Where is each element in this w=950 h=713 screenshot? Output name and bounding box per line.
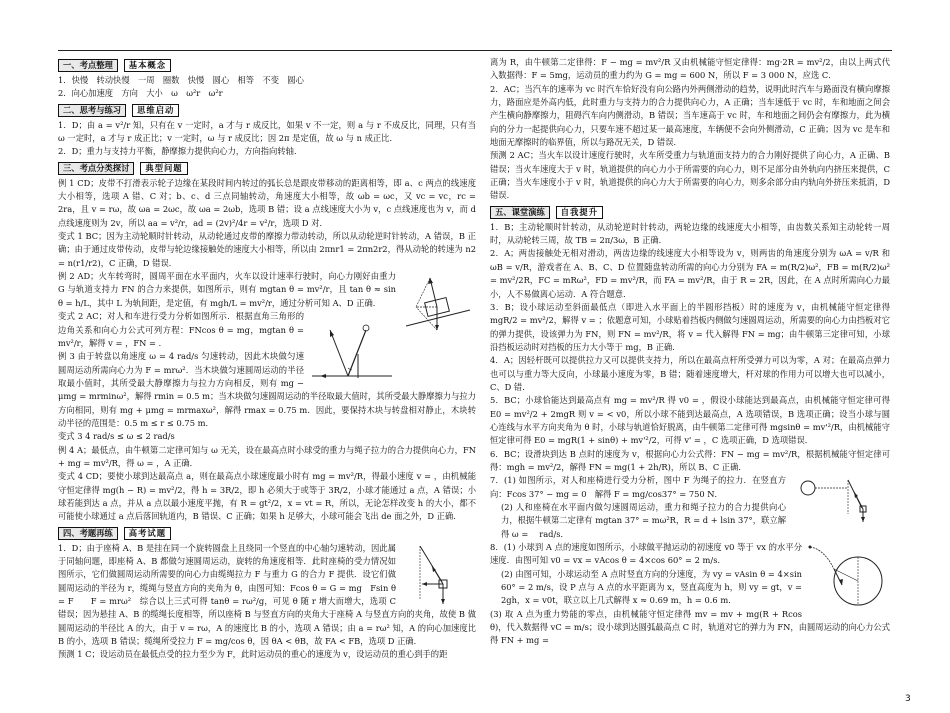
answer-paragraph: 7．(1) 如图所示，对人和座椅进行受力分析，图中 F 为绳子的拉力．在竖直方向：Fcos 37° − mg = 0 解得 F = mg/cos37° = 750 N． — [490, 475, 786, 499]
answer-paragraph: 例 4 A；最低点，由牛顿第二定律可知与 ω 无关，设在最高点时小球受的重力与绳子拉力的合力提供向心力，FN + mg = mv²/R，得 ω = ，A 正确． — [58, 444, 476, 468]
section-heading-1 — [58, 59, 476, 72]
turning-rider-diagram — [308, 310, 396, 382]
answer-paragraph: (2) 人和座椅在水平面内做匀速圆周运动，重力和绳子拉力的合力提供向心力，根据牛顿第二定律有 mgtan 37° = mω²R，R = d + lsin 37°，联立解得 ω = rad/s． — [501, 502, 786, 539]
answer-paragraph: 例 1 CD；皮带不打滑表示轮子边缘在某段时间内转过的弧长总是跟皮带移动的距离相等，即 a、c 两点的线速度大小相等，选项 A 错、C 对；b、c、d 三点同轴转动，角速度大小相等，故 ωb = ωc，又 vc = vc，rc = 2ra，且 v = rω，故 ωa = 2ωc，故 ωa = 2ωb，选项 B 错；设 a 点线速度大小为 v，c 点线速度也为 v，而 d 点线速度则为 2v，所以 aa = v²/r，ad = (2v)²/4r = v²/r，选项 D 对． — [58, 177, 476, 228]
section-title: 一、考点整理 — [58, 59, 118, 72]
answer-paragraph: 1．D；由 a = v²/r 知，只有在 v 一定时，a 才与 r 成反比，如果 v 不一定，则 a 与 r 不成反比，同理，只有当 ω 一定时，a 才与 r 成正比；v 一定时，ω 与 r 成反比；因 2π 是定值，故 ω 与 n 成正比． — [58, 119, 476, 144]
swing-chair-force-diagram — [400, 542, 476, 606]
section-subtitle: 自我提升 — [556, 206, 603, 219]
answer-paragraph: 6．BC；设滑块到达 B 点时的速度为 v，根据向心力公式得：FN − mg = mv²/R，根据机械能守恒定律可得：mgh = mv²/2，解得 FN = mg(1 + 2h/R)，所以 B、C 正确． — [490, 448, 890, 472]
section-title: 四、考题再练 — [58, 527, 118, 540]
right-column — [490, 56, 890, 696]
answer-paragraph: 变式 2 AC；对人和车进行受力分析如图所示．根据直角三角形的边角关系和向心力公式可列方程：FNcos θ = mg，mgtan θ = mv²/r，解得 v = ，FN = ． — [58, 311, 304, 348]
answer-paragraph: (3) 取 A 点为重力势能的零点，由机械能守恒定律得 mv = mv + mg(R + Rcos θ)，代入数据得 vC = m/s；设小球到达圆弧最高点 C 时，轨道对它的弹力为 FN，由圆周运动的向心力公式得 FN + mg = — [490, 608, 890, 646]
answer-paragraph: 2．D；重力与支持力平衡，静摩擦力提供向心力，方向指向转轴． — [58, 146, 303, 157]
projectile-arc-diagram — [806, 541, 890, 611]
section-heading-5 — [490, 206, 890, 219]
answer-paragraph: 1．B；主动轮顺时针转动，从动轮逆时针转动，两轮边缘的线速度大小相等，由齿数关系知主动轮转一周时，从动轮转三周，故 TB = 2π/3ω，B 正确． — [490, 221, 890, 246]
section-subtitle: 思维启动 — [132, 104, 179, 117]
section-heading-4 — [58, 527, 476, 540]
section-subtitle: 典型问题 — [140, 162, 187, 175]
answer-line: 1．快慢 转动快慢 一周 圈数 快慢 圆心 相等 不变 圆心 — [58, 75, 304, 85]
answer-paragraph: 3．B；设小球运动至斜面最低点（即进入水平面上的半圆形挡板）时的速度为 v，由机械能守恒定律得 mgR/2 = mv²/2，解得 v = ；依题意可知，小球贴着挡板内侧做匀速圆周运动，所需要的向心力由挡板对它的弹力提供，设该弹力为 FN，则 FN = mv²/R，将 v = 代入解得 FN = mg；由牛顿第三定律可知，小球沿挡板运动时对挡板的压力大小等于 mg，B 正确． — [490, 301, 890, 352]
answer-paragraph: 预测 2 AC；当火车以设计速度行驶时，火车所受重力与轨道面支持力的合力刚好提供了向心力，A 正确、B 错误；当火车速度大于 v 时，轨道提供的向心力小于所需要的向心力，则不足部分由外轨向内挤压来提供，C 正确；当火车速度小于 v 时，轨道提供的向心力大于所需要的向心力，则多余部分由内轨向外挤压来抵消，D 错误． — [490, 150, 890, 201]
section-title: 二、思考与练习 — [58, 104, 126, 117]
answer-paragraph: 1．D；由于座椅 A、B 是挂在同一个旋转圆盘上且绕同一个竖直的中心轴匀速转动，因此属于同轴问题，即座椅 A、B 都做匀速圆周运动，旋转的角速度相等．此时座椅的受力情况如图所示，它们做圆周运动所需要的向心力由缆绳拉力 F 与重力 G 的合力 F 提供．设它们做圆周运动的半径为 r，缆绳与竖直方向的夹角为 θ，由图可知：Fcos θ = G = mg Fsin θ = F F = mrω² 综合以上三式可得 tanθ = rω²/g，可见 θ 随 r 增大而增大，选项 C 错误；因为悬挂 A、B 的缆绳长度相等，所以座椅 B 与竖直方向的夹角大于座椅 A 与竖直方向的夹角，故使 B 做圆周运动的半径比 A 的大，由于 v = rω，A 的速度比 B 的小，选项 A 错误；由 a = rω² 知，A 的向心加速度比 B 的小，选项 B 错误；缆绳所受拉力 F = mg/cos θ，因 θA < θB，故 FA < FB，选项 D 正确． — [58, 542, 476, 647]
section-title: 三、考点分类探讨 — [58, 162, 134, 175]
answer-paragraph: 4．A；因轻杆既可以提供拉力又可以提供支持力，所以在最高点杆所受弹力可以为零，A 对；在最高点弹力也可以与重力等大反向，小球最小速度为零，B 错；随着速度增大，杆对球的作用力可以增大也可以减小，C、D 错． — [490, 355, 890, 392]
section-subtitle: 基本概念 — [124, 59, 171, 72]
answer-paragraph: 变式 4 CD；要使小球到达最高点 a，则在最高点小球速度最小时有 mg = mv²/R，得最小速度 v = ，由机械能守恒定律得 mg(h − R) = mv²/2，得 h = 3R/2，即 h 必须大于或等于 3R/2，小球才能通过 a 点，A 错误；小球若能到达 a 点，并从 a 点以最小速度平抛，有 R = gt²/2，x = vt = R，所以，无论怎样改变 h 的大小，都不可能使小球通过 a 点后落回轨道内，B 错误、C 正确；如果 h 足够大，小球可能会飞出 de 面之外，D 正确． — [58, 471, 476, 522]
answer-paragraph: 预测 1 C；设运动员在最低点受的拉力至少为 F，此时运动员的重心的速度为 v，设运动员的重心到手的距 — [58, 649, 448, 660]
left-column — [58, 56, 476, 692]
answer-line: 2．向心加速度 方向 大小 ω ω²r ω²r — [58, 88, 223, 99]
chair-rope-force-diagram — [790, 474, 890, 524]
train-force-diagram — [400, 270, 476, 334]
answer-paragraph: 5．BC；小球恰能达到最高点有 mg = mv²/R 得 v0 = ，假设小球能达到最高点，由机械能守恒定律可得 E0 = mv²/2 + 2mgR 则 v = < v0，所以小球不能到达最高点，A 选项错误，B 选项正确；设当小球与圆心连线与水平方向夹角为 θ 时，小球与轨道恰好脱离，由牛顿第二定律可得 mgsinθ = mv'²/R，由机械能守恒定律可得 E0 = mgR(1 + sinθ) + mv'²/2，可得 v' = ，C 选项正确，D 选项错误． — [490, 395, 890, 446]
answer-paragraph: 8．(1) 小球到 A 点的速度如图所示，小球做平抛运动的初速度 v0 等于 vx 的水平分速度．由图可知 v0 = vx = vAcos θ = 4×cos 60° = 2 m/s． — [490, 542, 802, 566]
page-number: 3 — [905, 694, 911, 704]
header-rule — [58, 50, 892, 51]
answer-paragraph: 例 2 AD；火车转弯时，圆周平面在水平面内，火车以设计速率行驶时，向心力刚好由重力 G 与轨道支持力 FN 的合力来提供，如图所示，则有 mgtan θ = mv²/r，且 tan θ ≈ sin θ = h/L，其中 L 为轨间距，是定值，有 mgh/L = mv²/r，通过分析可知 A、D 正确． — [58, 271, 396, 308]
answer-paragraph: 例 3 由于转盘以角速度 ω = 4 rad/s 匀速转动，因此木块做匀速圆周运动所需向心力为 F = mrω²．当木块做匀速圆周运动的半径取最小值时，其所受最大静摩擦力与拉力方向相反，则有 mg − μmg = mrminω²，解得 rmin = 0.5 m；当木块做匀速圆周运动的半径取最大值时，其所受最大静摩擦力与拉力方向相同，则有 mg + μmg = mrmaxω²，解得 rmax = 0.75 m．因此，要保持木块与转盘相对静止，木块转动半径的范围是：0.5 m ≤ r ≤ 0.75 m． — [58, 351, 476, 428]
section-title: 五、课堂演练 — [490, 206, 550, 219]
answer-paragraph: 变式 1 BC；因为主动轮顺时针转动，从动轮通过皮带的摩擦力带动转动，所以从动轮逆时针转动，A 错误，B 正确；由于通过皮带传动，皮带与轮边缘接触处的速度大小相等，所以由 2πnr1 = 2πn2r2，得从动轮的转速为 n2 = n(r1/r2)，C 正确，D 错误． — [58, 231, 476, 268]
answer-paragraph: (2) 由图可知，小球运动至 A 点时竖直方向的分速度，为 vy = vAsin θ = 4×sin 60° = 2 m/s，设 P 点与 A 点的水平距离为 x，竖直高度为 h，则 vy = gt，v = 2gh，x = v0t，联立以上几式解得 x ≈ 0.69 m，h = 0.6 m． — [501, 568, 802, 606]
answer-paragraph: 2．AC；当汽车的速率为 vc 时汽车恰好没有向公路内外两侧滑动的趋势，说明此时汽车与路面没有横向摩擦力，路面应是外高内低，此时重力与支持力的合力提供向心力，A 正确；当车速低于 vc 时，车和地面之间会产生横向静摩擦力，阻碍汽车向内侧滑动，B 错误；当车速高于 vc 时，车和地面之间仍会有摩擦力，此为横向的分力一起提供向心力，只要车速不超过某一最高速度，车辆便不会向外侧滑动，C 正确；因为 vc 是车和地面无摩擦时的临界值，所以与路况无关，D 错误． — [490, 83, 890, 148]
answer-paragraph: 离为 R，由牛顿第二定律得：F − mg = mv²/R 又由机械能守恒定律得：mg·2R = mv²/2，由以上两式代入数据得：F = 5mg，运动员的重力约为 G = mg = 600 N，所以 F = 3 000 N，应选 C． — [490, 57, 890, 81]
section-heading-2 — [58, 104, 476, 117]
section-subtitle: 高考试题 — [124, 527, 171, 540]
answer-paragraph: 变式 3 4 rad/s ≤ ω ≤ 2 rad/s — [58, 431, 175, 442]
section-heading-3 — [58, 162, 476, 175]
answer-paragraph: 2．A；两齿接触处无相对滑动，两齿边缘的线速度大小相等设为 v，则两齿的角速度分别为 ωA = v/R 和 ωB = v/R，游戏者在 A、B、C、D 位置随盘转动所需的向心力分别为 FA = m(R/2)ω²，FB = m(R/2)ω² = mv²/2R，FC = mRω²，FD = mv²/R，而 FA = mv²/R，由于 R = 2R，因此，在 A 点时所需向心力最小，人不易做离心运动．A 符合题意． — [490, 248, 890, 299]
